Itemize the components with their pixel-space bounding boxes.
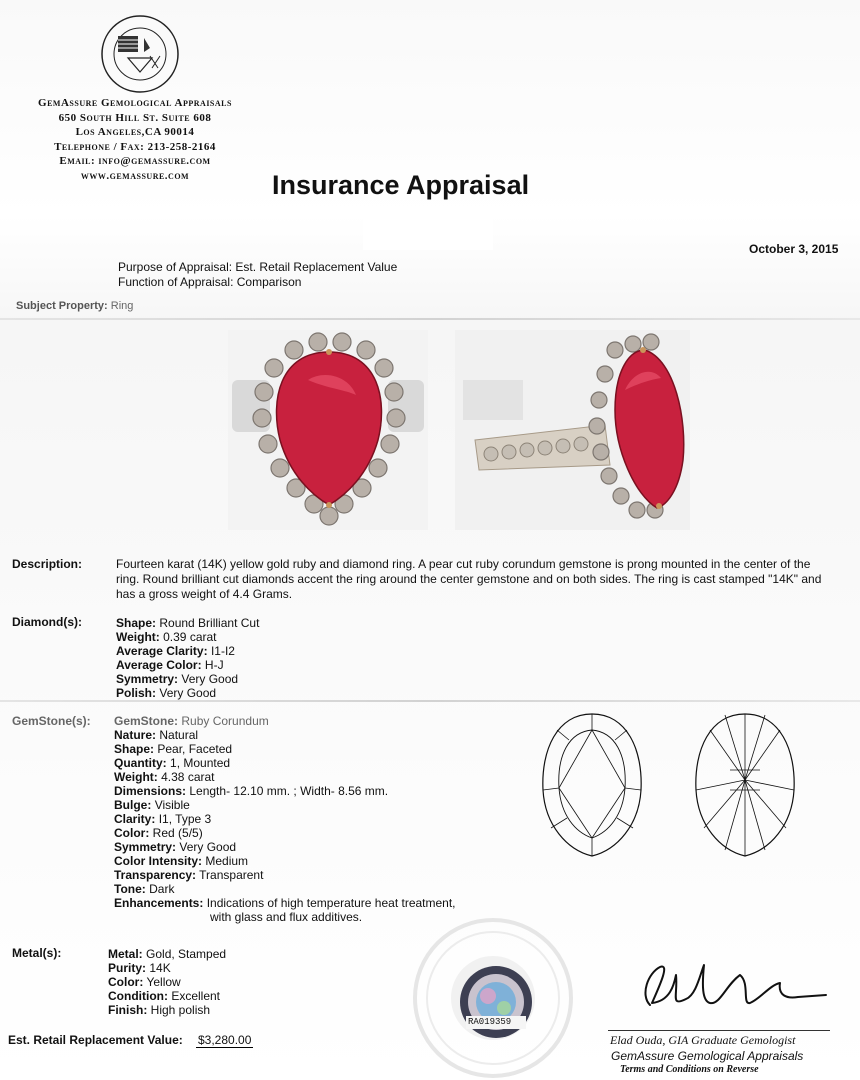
spec-row: Quantity: 1, Mounted xyxy=(114,756,231,770)
spec-row: Tone: Dark xyxy=(114,882,175,896)
company-phone: Telephone / Fax: 213-258-2164 xyxy=(54,140,216,153)
paper-fold xyxy=(0,700,860,702)
signature-line xyxy=(608,1030,830,1031)
pear-cut-crown-diagram xyxy=(537,710,647,860)
spec-row: Color Intensity: Medium xyxy=(114,854,249,868)
retail-value-label: Est. Retail Replacement Value: xyxy=(8,1033,183,1047)
subject-value: Ring xyxy=(110,300,134,312)
company-name: GemAssure Gemological Appraisals xyxy=(38,97,232,109)
subject-label: Subject Property: xyxy=(16,300,108,312)
function-line: Function of Appraisal: Comparison xyxy=(118,275,302,289)
spec-row: Metal: Gold, Stamped xyxy=(108,947,227,961)
gemstone-label: GemStone(s): xyxy=(12,714,91,728)
spec-row: Nature: Natural xyxy=(114,728,199,742)
subject-property xyxy=(16,300,133,312)
description-label: Description: xyxy=(12,557,83,571)
company-city: Los Angeles,CA 90014 xyxy=(75,126,195,138)
spec-row: Color: Red (5/5) xyxy=(114,826,203,840)
purpose-line: Purpose of Appraisal: Est. Retail Replacement Value xyxy=(118,260,398,274)
spec-row: Polish: Very Good xyxy=(116,686,217,700)
description-text: Fourteen karat (14K) yellow gold ruby and diamond ring. A pear cut ruby corundum gemstone is prong mounted in the center of the ring. Round brilliant cut diamonds accent the ring around the center gemstone and on both sides. The ring is cast stamped "14K" and has a gross weight of 4.4 Grams. xyxy=(116,557,822,601)
company-street: 650 South Hill St. Suite 608 xyxy=(58,111,212,124)
spec-row: Transparency: Transparent xyxy=(114,868,264,882)
paper-fold xyxy=(0,318,860,320)
embossed-seal xyxy=(408,918,578,1078)
spec-row: Average Color: H-J xyxy=(116,658,224,672)
gemologist-name: Elad Ouda, GIA Graduate Gemologist xyxy=(610,1033,796,1047)
ring-photo-front xyxy=(228,330,428,530)
spec-row: Dimensions: Length- 12.10 mm. ; Width- 8.56 mm. xyxy=(114,784,389,798)
spec-row: Shape: Round Brilliant Cut xyxy=(116,616,260,630)
spec-row: Shape: Pear, Faceted xyxy=(114,742,233,756)
retail-value: $3,280.00 xyxy=(198,1033,252,1047)
metal-label: Metal(s): xyxy=(12,946,62,960)
redacted-box xyxy=(363,208,493,250)
spec-row: Clarity: I1, Type 3 xyxy=(114,812,212,826)
terms-note: Terms and Conditions on Reverse xyxy=(620,1064,759,1075)
company-email: Email: info@gemassure.com xyxy=(59,155,211,167)
spec-row: Bulge: Visible xyxy=(114,798,190,812)
spec-row: Color: Yellow xyxy=(108,975,181,989)
gemassure-logo xyxy=(100,14,180,94)
appraisal-date: October 3, 2015 xyxy=(749,242,839,256)
spec-row: Finish: High polish xyxy=(108,1003,211,1017)
spec-row: Weight: 4.38 carat xyxy=(114,770,215,784)
spec-row: Enhancements: Indications of high temperature heat treatment, xyxy=(114,896,456,910)
spec-row: Weight: 0.39 carat xyxy=(116,630,217,644)
page-title: Insurance Appraisal xyxy=(272,170,530,200)
company-website: www.gemassure.com xyxy=(80,169,190,182)
signature-company: GemAssure Gemological Appraisals xyxy=(611,1049,804,1063)
handwritten-signature xyxy=(630,955,830,1027)
diamonds-specs xyxy=(116,616,259,700)
purpose-block xyxy=(118,260,397,290)
metal-specs xyxy=(108,947,226,1017)
hologram-id: RA019359 xyxy=(468,1017,512,1027)
enhancements-continued: with glass and flux additives. xyxy=(210,910,363,924)
spec-row: Purity: 14K xyxy=(108,961,171,975)
spec-row: Condition: Excellent xyxy=(108,989,221,1003)
spec-row: Symmetry: Very Good xyxy=(114,840,237,854)
spec-row: Average Clarity: I1-I2 xyxy=(116,644,235,658)
ring-photo-side xyxy=(455,330,690,530)
gemstone-specs xyxy=(114,714,456,924)
spec-row: GemStone: Ruby Corundum xyxy=(114,714,269,728)
spec-row: Symmetry: Very Good xyxy=(116,672,239,686)
company-address xyxy=(10,96,260,183)
pear-cut-pavilion-diagram xyxy=(690,710,800,860)
diamonds-label: Diamond(s): xyxy=(12,615,82,629)
